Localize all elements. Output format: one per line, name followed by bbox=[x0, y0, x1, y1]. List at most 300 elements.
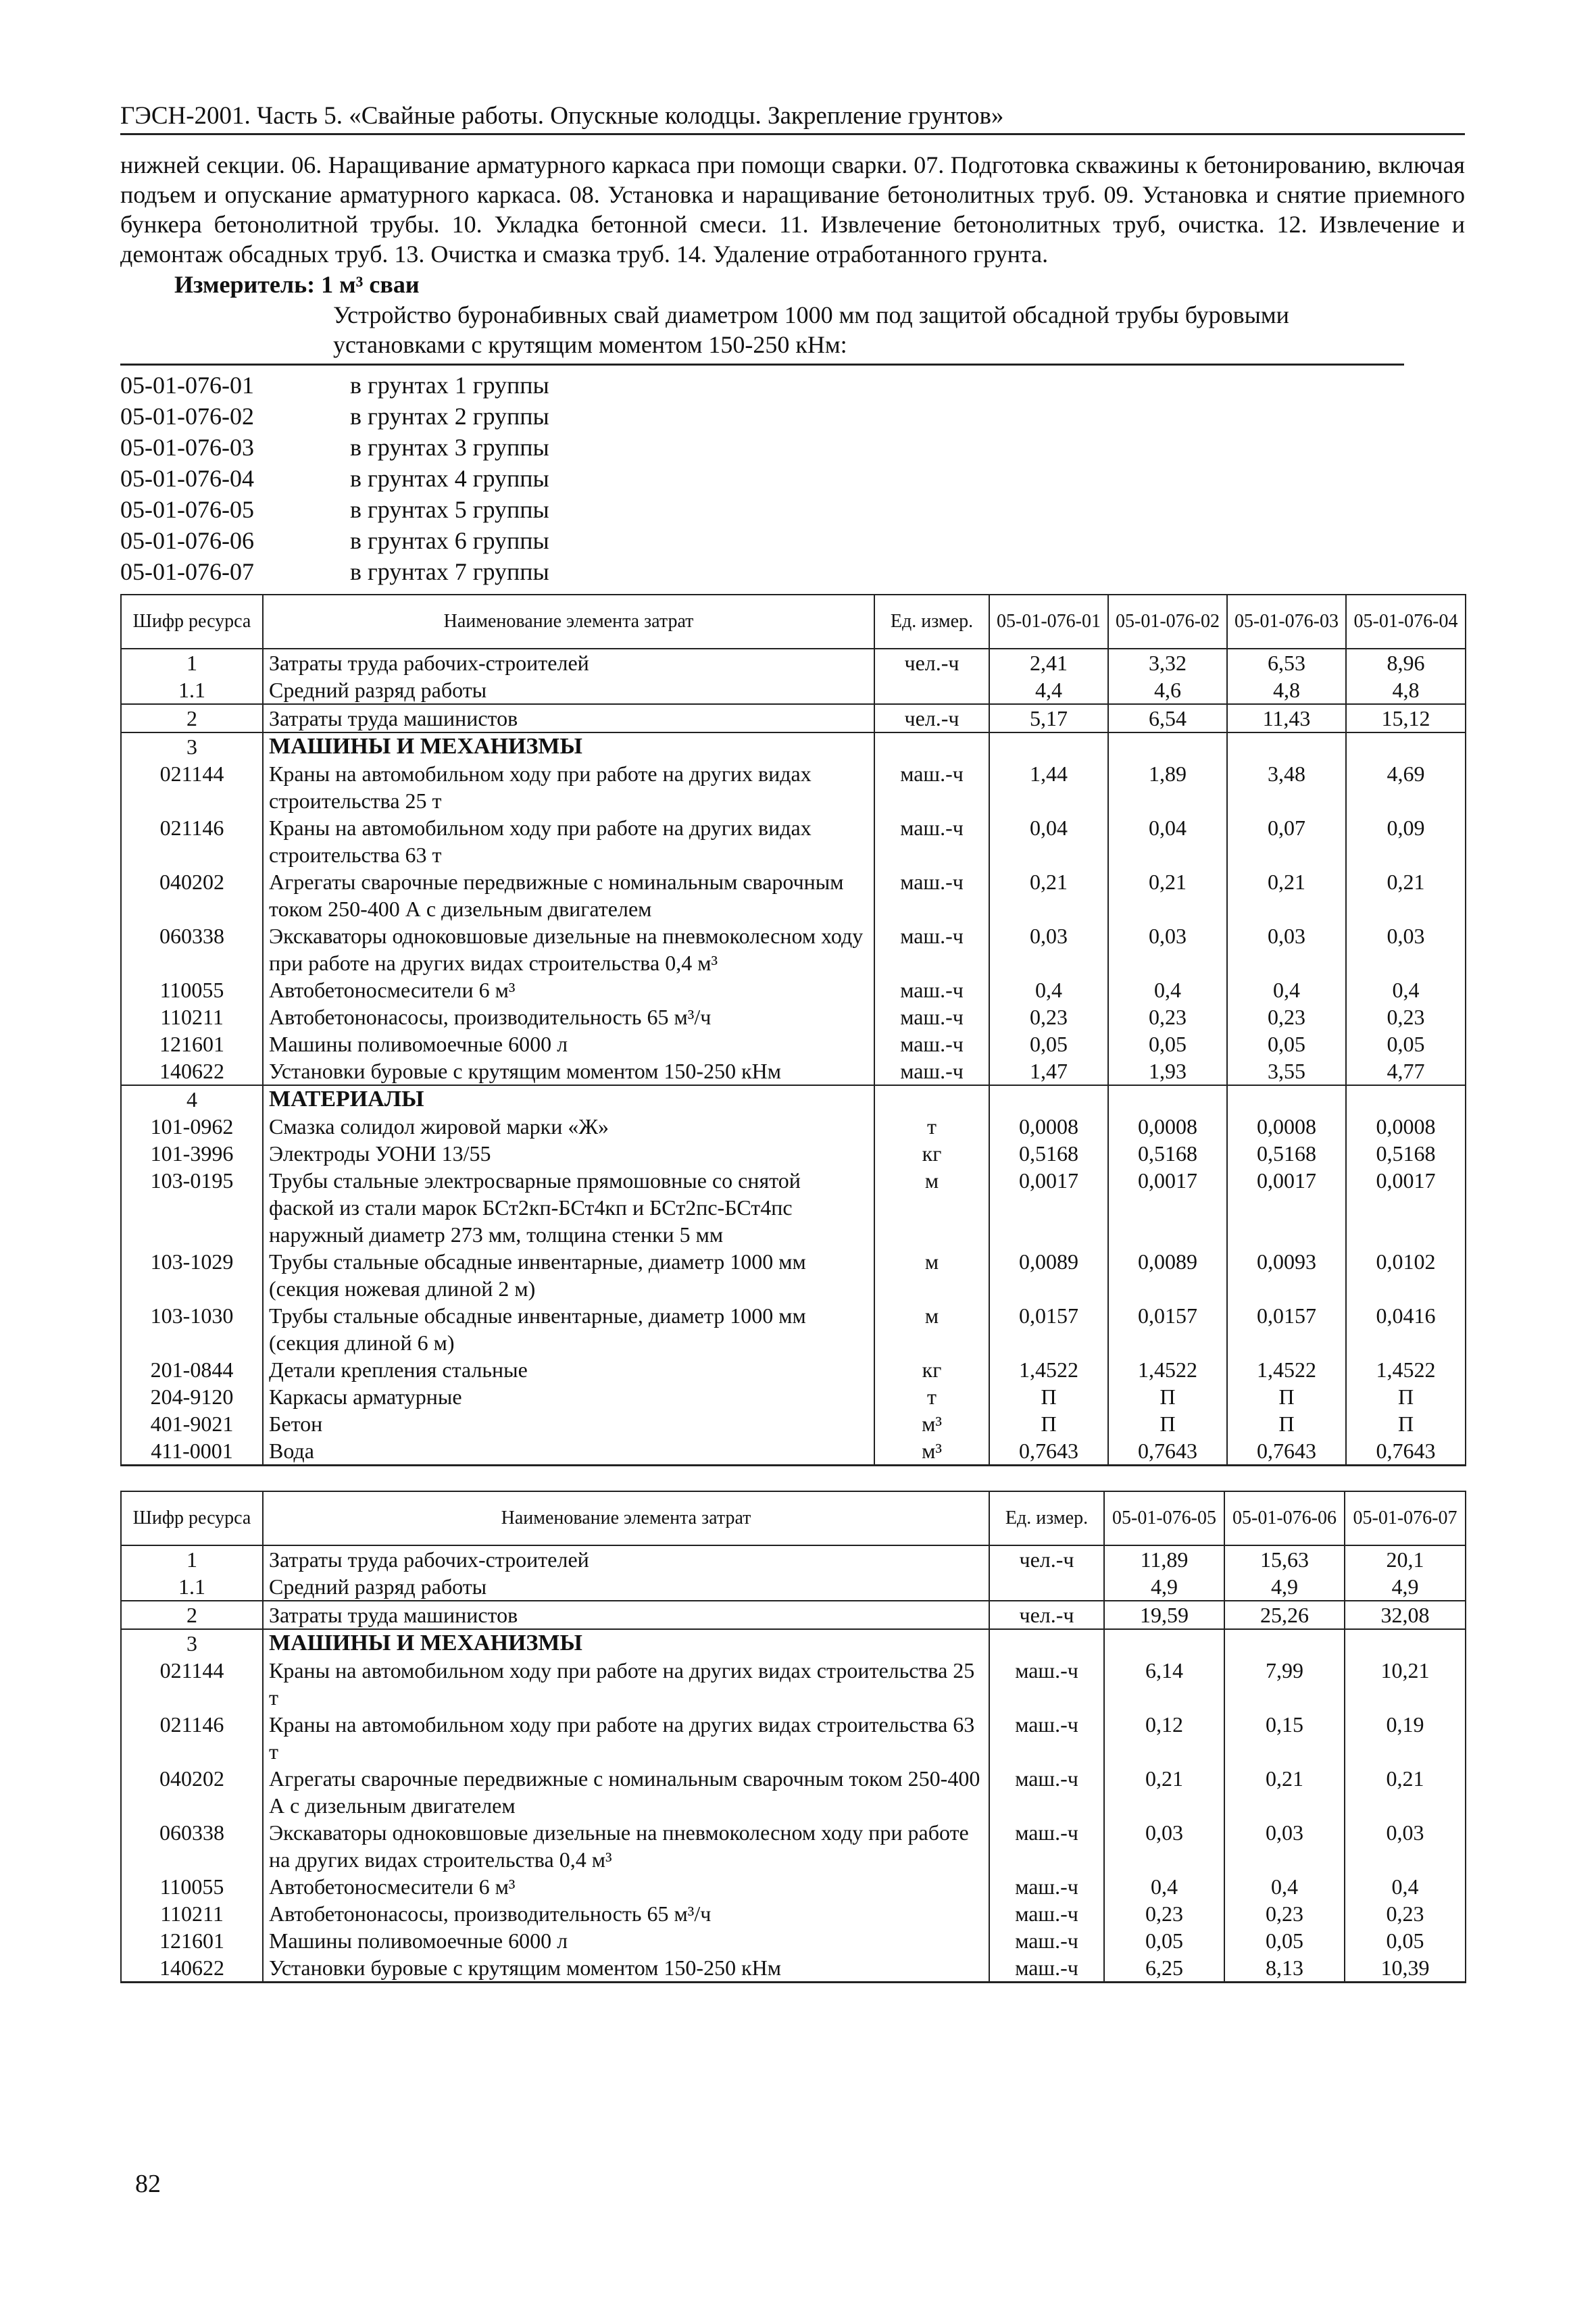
norm-code-label: в грунтах 1 группы bbox=[350, 372, 549, 399]
norm-value bbox=[1224, 1629, 1345, 1657]
norm-value: 11,89 bbox=[1104, 1545, 1224, 1573]
table-row bbox=[121, 1383, 1466, 1410]
table-row bbox=[121, 1900, 1466, 1927]
intro-paragraph: нижней секции. 06. Наращивание арматурного каркаса при помощи сварки. 07. Подготовка скважины к бетонированию, включая подъем и опускание арматурного каркаса. 08. Установка и наращивание бетонолитных труб. 09. Установка и снятие приемного бункера бетонолитной трубы. 10. Укладка бетонной смеси. 11. Извлечение бетонолитных труб, очистка. 12. Извлечение и демонтаж обсадных труб. 13. Очистка и смазка труб. 14. Удаление отработанного грунта. bbox=[120, 151, 1465, 268]
section-row bbox=[121, 1629, 1466, 1657]
resource-code: 021146 bbox=[121, 814, 263, 868]
norm-code-row bbox=[120, 370, 1465, 401]
cost-element-name: Экскаваторы одноковшовые дизельные на пневмоколесном ходу при работе на других видах строительства 0,4 м³ bbox=[263, 1819, 989, 1873]
norm-value: П bbox=[1346, 1410, 1466, 1437]
unit-cell: маш.-ч bbox=[989, 1765, 1104, 1819]
norm-value: 1,93 bbox=[1108, 1057, 1227, 1085]
norm-code: 05-01-076-04 bbox=[120, 465, 254, 492]
header-norm-code: 05-01-076-02 bbox=[1108, 595, 1227, 649]
norm-value: 0,5168 bbox=[989, 1140, 1108, 1167]
norm-value: 0,0008 bbox=[989, 1113, 1108, 1140]
page-number: 82 bbox=[135, 2170, 161, 2198]
norm-value: 8,96 bbox=[1346, 649, 1466, 676]
norm-value: 6,54 bbox=[1108, 704, 1227, 732]
norm-value bbox=[989, 1085, 1108, 1113]
norm-value: 0,0008 bbox=[1108, 1113, 1227, 1140]
cost-element-name: Затраты труда машинистов bbox=[263, 1601, 989, 1629]
resource-code: 140622 bbox=[121, 1057, 263, 1085]
norm-value: 0,03 bbox=[1108, 922, 1227, 976]
unit-cell: кг bbox=[874, 1356, 989, 1383]
resource-code: 110055 bbox=[121, 976, 263, 1003]
cost-element-name: Трубы стальные электросварные прямошовные со снятой фаской из стали марок БСт2кп-БСт4кп и БСт2пс-БСт4пс наружный диаметр 273 мм, толщина стенки 5 мм bbox=[263, 1167, 874, 1248]
norm-value: 4,8 bbox=[1227, 676, 1346, 704]
cost-element-name: Автобетононасосы, производительность 65 м³/ч bbox=[263, 1003, 874, 1030]
norm-value: 1,4522 bbox=[1108, 1356, 1227, 1383]
norm-code: 05-01-076-01 bbox=[120, 372, 254, 399]
resource-table-2 bbox=[120, 1491, 1466, 1983]
norm-value: 0,0416 bbox=[1346, 1302, 1466, 1356]
norm-value: 0,05 bbox=[1104, 1927, 1224, 1954]
unit-cell: маш.-ч bbox=[989, 1927, 1104, 1954]
norm-value: 0,09 bbox=[1346, 814, 1466, 868]
norm-value: 1,4522 bbox=[989, 1356, 1108, 1383]
resource-code: 401-9021 bbox=[121, 1410, 263, 1437]
norm-value: 0,03 bbox=[1224, 1819, 1345, 1873]
cost-element-name: Машины поливомоечные 6000 л bbox=[263, 1030, 874, 1057]
norm-value: 0,0089 bbox=[1108, 1248, 1227, 1302]
norm-value: 0,19 bbox=[1345, 1711, 1466, 1765]
cost-element-name: Трубы стальные обсадные инвентарные, диаметр 1000 мм (секция длиной 6 м) bbox=[263, 1302, 874, 1356]
cost-element-name: Установки буровые с крутящим моментом 150-250 кНм bbox=[263, 1954, 989, 1983]
norm-value: 1,44 bbox=[989, 760, 1108, 814]
resource-code: 121601 bbox=[121, 1030, 263, 1057]
resource-code: 201-0844 bbox=[121, 1356, 263, 1383]
unit-cell: маш.-ч bbox=[874, 922, 989, 976]
norm-value: 6,53 bbox=[1227, 649, 1346, 676]
norm-description: Устройство буронабивных свай диаметром 1000 мм под защитой обсадной трубы буровыми установками с крутящим моментом 150-250 кНм: bbox=[120, 300, 1404, 366]
header-unit: Ед. измер. bbox=[989, 1491, 1104, 1545]
table-row bbox=[121, 704, 1466, 732]
norm-value: 0,4 bbox=[1345, 1873, 1466, 1900]
norm-value: 3,48 bbox=[1227, 760, 1346, 814]
table-row bbox=[121, 1003, 1466, 1030]
norm-code: 05-01-076-02 bbox=[120, 403, 254, 430]
header-resource-code: Шифр ресурса bbox=[121, 1491, 263, 1545]
norm-value: 0,03 bbox=[989, 922, 1108, 976]
norm-code-row bbox=[120, 463, 1465, 494]
norm-value: 4,6 bbox=[1108, 676, 1227, 704]
header-resource-code: Шифр ресурса bbox=[121, 595, 263, 649]
section-row bbox=[121, 732, 1466, 760]
unit-cell: маш.-ч bbox=[989, 1819, 1104, 1873]
resource-code: 204-9120 bbox=[121, 1383, 263, 1410]
resource-code: 3 bbox=[121, 1629, 263, 1657]
unit-cell: чел.-ч bbox=[874, 649, 989, 676]
norm-code-label: в грунтах 6 группы bbox=[350, 527, 549, 554]
unit-cell: маш.-ч bbox=[989, 1873, 1104, 1900]
table-row bbox=[121, 1437, 1466, 1466]
norm-value: 0,0157 bbox=[1227, 1302, 1346, 1356]
norm-value: 0,5168 bbox=[1346, 1140, 1466, 1167]
norm-value: 0,05 bbox=[989, 1030, 1108, 1057]
header-norm-code: 05-01-076-01 bbox=[989, 595, 1108, 649]
norm-code-row bbox=[120, 494, 1465, 525]
norm-code-row bbox=[120, 432, 1465, 463]
resource-code: 021146 bbox=[121, 1711, 263, 1765]
cost-element-name: Детали крепления стальные bbox=[263, 1356, 874, 1383]
norm-value: 0,21 bbox=[1108, 868, 1227, 922]
norm-value: 0,7643 bbox=[989, 1437, 1108, 1466]
cost-element-name: Агрегаты сварочные передвижные с номинальным сварочным током 250-400 А с дизельным двигателем bbox=[263, 868, 874, 922]
norm-value: 0,4 bbox=[1224, 1873, 1345, 1900]
table-row bbox=[121, 1657, 1466, 1711]
norm-value: 15,63 bbox=[1224, 1545, 1345, 1573]
table-row bbox=[121, 1819, 1466, 1873]
unit-cell: маш.-ч bbox=[874, 1003, 989, 1030]
resource-code: 021144 bbox=[121, 1657, 263, 1711]
norm-value: П bbox=[989, 1410, 1108, 1437]
norm-value: П bbox=[989, 1383, 1108, 1410]
norm-value: 8,13 bbox=[1224, 1954, 1345, 1983]
unit-cell: кг bbox=[874, 1140, 989, 1167]
unit-cell: чел.-ч bbox=[989, 1601, 1104, 1629]
norm-value: 0,7643 bbox=[1227, 1437, 1346, 1466]
norm-value bbox=[1108, 732, 1227, 760]
norm-value: 0,23 bbox=[1104, 1900, 1224, 1927]
norm-value: 0,0008 bbox=[1346, 1113, 1466, 1140]
norm-value: 0,21 bbox=[1345, 1765, 1466, 1819]
norm-value: 0,03 bbox=[1345, 1819, 1466, 1873]
norm-code: 05-01-076-05 bbox=[120, 496, 254, 523]
norm-value: 1,89 bbox=[1108, 760, 1227, 814]
header-norm-code: 05-01-076-03 bbox=[1227, 595, 1346, 649]
norm-value: 0,03 bbox=[1346, 922, 1466, 976]
norm-value: П bbox=[1227, 1410, 1346, 1437]
measure-unit: Измеритель: 1 м³ сваи bbox=[174, 271, 420, 298]
resource-code: 103-0195 bbox=[121, 1167, 263, 1248]
resource-code: 110211 bbox=[121, 1900, 263, 1927]
unit-cell: м³ bbox=[874, 1437, 989, 1466]
norm-value: 0,0157 bbox=[989, 1302, 1108, 1356]
norm-value: 4,9 bbox=[1104, 1573, 1224, 1601]
norm-value: 0,04 bbox=[1108, 814, 1227, 868]
cost-element-name: Агрегаты сварочные передвижные с номинальным сварочным током 250-400 А с дизельным двигателем bbox=[263, 1765, 989, 1819]
norm-code-label: в грунтах 3 группы bbox=[350, 434, 549, 461]
header-norm-code: 05-01-076-07 bbox=[1345, 1491, 1466, 1545]
norm-value: 0,0102 bbox=[1346, 1248, 1466, 1302]
norm-value: 10,39 bbox=[1345, 1954, 1466, 1983]
norm-value: 0,21 bbox=[1224, 1765, 1345, 1819]
norm-value: 11,43 bbox=[1227, 704, 1346, 732]
norm-value: 0,05 bbox=[1108, 1030, 1227, 1057]
table-row bbox=[121, 1302, 1466, 1356]
norm-value: 4,77 bbox=[1346, 1057, 1466, 1085]
norm-value: 0,0089 bbox=[989, 1248, 1108, 1302]
norm-value: 4,8 bbox=[1346, 676, 1466, 704]
norm-value: 10,21 bbox=[1345, 1657, 1466, 1711]
norm-value: 0,4 bbox=[1104, 1873, 1224, 1900]
header-cost-element: Наименование элемента затрат bbox=[263, 1491, 989, 1545]
norm-value: 0,05 bbox=[1227, 1030, 1346, 1057]
unit-cell bbox=[989, 1629, 1104, 1657]
resource-code: 2 bbox=[121, 1601, 263, 1629]
norm-value: 0,0157 bbox=[1108, 1302, 1227, 1356]
unit-cell bbox=[989, 1573, 1104, 1601]
norm-value: 0,03 bbox=[1227, 922, 1346, 976]
table-row bbox=[121, 814, 1466, 868]
norm-value: 0,15 bbox=[1224, 1711, 1345, 1765]
norm-value: 0,07 bbox=[1227, 814, 1346, 868]
norm-value: 0,4 bbox=[1108, 976, 1227, 1003]
resource-code: 103-1030 bbox=[121, 1302, 263, 1356]
norm-code-row bbox=[120, 401, 1465, 432]
cost-element-name: Затраты труда рабочих-строителей bbox=[263, 649, 874, 676]
section-title: МАШИНЫ И МЕХАНИЗМЫ bbox=[263, 1629, 989, 1657]
cost-element-name: Трубы стальные обсадные инвентарные, диаметр 1000 мм (секция ножевая длиной 2 м) bbox=[263, 1248, 874, 1302]
norm-code-label: в грунтах 7 группы bbox=[350, 558, 549, 585]
norm-value: 0,23 bbox=[1346, 1003, 1466, 1030]
table-row bbox=[121, 1113, 1466, 1140]
unit-cell bbox=[874, 676, 989, 704]
unit-cell: маш.-ч bbox=[874, 1030, 989, 1057]
norm-value bbox=[1227, 732, 1346, 760]
norm-value: 0,5168 bbox=[1108, 1140, 1227, 1167]
norm-value: 0,5168 bbox=[1227, 1140, 1346, 1167]
unit-cell: маш.-ч bbox=[874, 814, 989, 868]
cost-element-name: Смазка солидол жировой марки «Ж» bbox=[263, 1113, 874, 1140]
resource-code: 411-0001 bbox=[121, 1437, 263, 1466]
norm-value: 0,23 bbox=[1224, 1900, 1345, 1927]
resource-code: 1 bbox=[121, 649, 263, 676]
norm-value bbox=[1227, 1085, 1346, 1113]
norm-value bbox=[989, 732, 1108, 760]
table-row bbox=[121, 1601, 1466, 1629]
table-row bbox=[121, 868, 1466, 922]
unit-cell: м bbox=[874, 1302, 989, 1356]
unit-cell: маш.-ч bbox=[989, 1954, 1104, 1983]
cost-element-name: Средний разряд работы bbox=[263, 676, 874, 704]
cost-element-name: Машины поливомоечные 6000 л bbox=[263, 1927, 989, 1954]
header-norm-code: 05-01-076-06 bbox=[1224, 1491, 1345, 1545]
resource-code: 4 bbox=[121, 1085, 263, 1113]
table-row bbox=[121, 1873, 1466, 1900]
resource-code: 060338 bbox=[121, 922, 263, 976]
norm-code-label: в грунтах 2 группы bbox=[350, 403, 549, 430]
norm-code-label: в грунтах 5 группы bbox=[350, 496, 549, 523]
table-row bbox=[121, 760, 1466, 814]
cost-element-name: Краны на автомобильном ходу при работе на других видах строительства 63 т bbox=[263, 1711, 989, 1765]
norm-code-label: в грунтах 4 группы bbox=[350, 465, 549, 492]
norm-value: 6,14 bbox=[1104, 1657, 1224, 1711]
norm-value: 0,21 bbox=[1104, 1765, 1224, 1819]
unit-cell bbox=[874, 732, 989, 760]
resource-code: 110055 bbox=[121, 1873, 263, 1900]
resource-code: 101-3996 bbox=[121, 1140, 263, 1167]
norm-value: 0,0093 bbox=[1227, 1248, 1346, 1302]
norm-value: 0,04 bbox=[989, 814, 1108, 868]
norm-value: 0,4 bbox=[989, 976, 1108, 1003]
norm-value: 4,9 bbox=[1345, 1573, 1466, 1601]
unit-cell: м bbox=[874, 1167, 989, 1248]
resource-code: 040202 bbox=[121, 868, 263, 922]
norm-value: 19,59 bbox=[1104, 1601, 1224, 1629]
table-row bbox=[121, 1167, 1466, 1248]
norm-value: 32,08 bbox=[1345, 1601, 1466, 1629]
resource-code: 140622 bbox=[121, 1954, 263, 1983]
unit-cell: маш.-ч bbox=[989, 1900, 1104, 1927]
table-row bbox=[121, 1410, 1466, 1437]
norm-value: 3,32 bbox=[1108, 649, 1227, 676]
document-page bbox=[120, 101, 1465, 1983]
norm-code: 05-01-076-06 bbox=[120, 527, 254, 554]
norm-value: П bbox=[1108, 1410, 1227, 1437]
table-header-row bbox=[121, 595, 1466, 649]
section-title: МАШИНЫ И МЕХАНИЗМЫ bbox=[263, 732, 874, 760]
cost-element-name: Краны на автомобильном ходу при работе на других видах строительства 25 т bbox=[263, 760, 874, 814]
norm-value: 4,4 bbox=[989, 676, 1108, 704]
norm-value: 0,23 bbox=[1345, 1900, 1466, 1927]
norm-value: П bbox=[1346, 1383, 1466, 1410]
unit-cell: маш.-ч bbox=[874, 760, 989, 814]
norm-value: 3,55 bbox=[1227, 1057, 1346, 1085]
cost-element-name: Вода bbox=[263, 1437, 874, 1466]
norm-value: 1,4522 bbox=[1227, 1356, 1346, 1383]
norm-value: 0,05 bbox=[1224, 1927, 1345, 1954]
norm-value: 0,0017 bbox=[989, 1167, 1108, 1248]
norm-value: 0,0017 bbox=[1227, 1167, 1346, 1248]
norm-value: 5,17 bbox=[989, 704, 1108, 732]
table-row bbox=[121, 1248, 1466, 1302]
resource-code: 103-1029 bbox=[121, 1248, 263, 1302]
table-header-row bbox=[121, 1491, 1466, 1545]
norm-value bbox=[1346, 732, 1466, 760]
header-norm-code: 05-01-076-04 bbox=[1346, 595, 1466, 649]
unit-cell: чел.-ч bbox=[989, 1545, 1104, 1573]
norm-value: 4,9 bbox=[1224, 1573, 1345, 1601]
norm-value: П bbox=[1227, 1383, 1346, 1410]
cost-element-name: Бетон bbox=[263, 1410, 874, 1437]
cost-element-name: Автобетоносмесители 6 м³ bbox=[263, 976, 874, 1003]
unit-cell: т bbox=[874, 1383, 989, 1410]
table-row bbox=[121, 976, 1466, 1003]
unit-cell: м bbox=[874, 1248, 989, 1302]
table-row bbox=[121, 649, 1466, 676]
resource-code: 110211 bbox=[121, 1003, 263, 1030]
norm-value: 0,21 bbox=[989, 868, 1108, 922]
norm-value: 6,25 bbox=[1104, 1954, 1224, 1983]
norm-value: 0,21 bbox=[1346, 868, 1466, 922]
table-row bbox=[121, 1057, 1466, 1085]
cost-element-name: Краны на автомобильном ходу при работе на других видах строительства 63 т bbox=[263, 814, 874, 868]
cost-element-name: Электроды УОНИ 13/55 bbox=[263, 1140, 874, 1167]
resource-code: 1.1 bbox=[121, 676, 263, 704]
norm-value: 0,05 bbox=[1346, 1030, 1466, 1057]
table-row bbox=[121, 1765, 1466, 1819]
table-row bbox=[121, 1545, 1466, 1573]
header-cost-element: Наименование элемента затрат bbox=[263, 595, 874, 649]
norm-value: 0,0017 bbox=[1108, 1167, 1227, 1248]
cost-element-name: Автобетоносмесители 6 м³ bbox=[263, 1873, 989, 1900]
unit-cell: чел.-ч bbox=[874, 704, 989, 732]
resource-code: 060338 bbox=[121, 1819, 263, 1873]
resource-code: 2 bbox=[121, 704, 263, 732]
norm-code: 05-01-076-07 bbox=[120, 558, 254, 585]
running-head: ГЭСН-2001. Часть 5. «Свайные работы. Опускные колодцы. Закрепление грунтов» bbox=[120, 101, 1465, 135]
norm-value: 7,99 bbox=[1224, 1657, 1345, 1711]
cost-element-name: Краны на автомобильном ходу при работе на других видах строительства 25 т bbox=[263, 1657, 989, 1711]
resource-code: 040202 bbox=[121, 1765, 263, 1819]
norm-value: П bbox=[1108, 1383, 1227, 1410]
cost-element-name: Каркасы арматурные bbox=[263, 1383, 874, 1410]
norm-value: 20,1 bbox=[1345, 1545, 1466, 1573]
norm-value: 4,69 bbox=[1346, 760, 1466, 814]
unit-cell: маш.-ч bbox=[989, 1657, 1104, 1711]
table-row bbox=[121, 922, 1466, 976]
norm-value: 0,4 bbox=[1227, 976, 1346, 1003]
cost-element-name: Затраты труда рабочих-строителей bbox=[263, 1545, 989, 1573]
resource-code: 101-0962 bbox=[121, 1113, 263, 1140]
cost-element-name: Экскаваторы одноковшовые дизельные на пневмоколесном ходу при работе на других видах строительства 0,4 м³ bbox=[263, 922, 874, 976]
norm-value: 25,26 bbox=[1224, 1601, 1345, 1629]
norm-value: 0,7643 bbox=[1346, 1437, 1466, 1466]
norm-value: 0,05 bbox=[1345, 1927, 1466, 1954]
norm-value: 0,7643 bbox=[1108, 1437, 1227, 1466]
norm-code-row bbox=[120, 525, 1465, 556]
norm-value: 1,47 bbox=[989, 1057, 1108, 1085]
unit-cell: т bbox=[874, 1113, 989, 1140]
table-row bbox=[121, 676, 1466, 704]
table-row bbox=[121, 1954, 1466, 1983]
norm-value bbox=[1346, 1085, 1466, 1113]
norm-value bbox=[1108, 1085, 1227, 1113]
resource-code: 1 bbox=[121, 1545, 263, 1573]
unit-cell: маш.-ч bbox=[874, 1057, 989, 1085]
norm-value: 0,23 bbox=[1227, 1003, 1346, 1030]
resource-table-1 bbox=[120, 594, 1466, 1466]
table-row bbox=[121, 1927, 1466, 1954]
norm-value: 0,23 bbox=[989, 1003, 1108, 1030]
table-row bbox=[121, 1711, 1466, 1765]
table-row bbox=[121, 1030, 1466, 1057]
unit-cell: маш.-ч bbox=[989, 1711, 1104, 1765]
norm-value: 0,03 bbox=[1104, 1819, 1224, 1873]
cost-element-name: Средний разряд работы bbox=[263, 1573, 989, 1601]
norm-code-row bbox=[120, 556, 1465, 587]
unit-cell: м³ bbox=[874, 1410, 989, 1437]
norm-value: 0,0017 bbox=[1346, 1167, 1466, 1248]
section-title: МАТЕРИАЛЫ bbox=[263, 1085, 874, 1113]
resource-code: 021144 bbox=[121, 760, 263, 814]
norm-value: 0,4 bbox=[1346, 976, 1466, 1003]
norm-value: 0,21 bbox=[1227, 868, 1346, 922]
section-row bbox=[121, 1085, 1466, 1113]
norm-value: 1,4522 bbox=[1346, 1356, 1466, 1383]
cost-element-name: Установки буровые с крутящим моментом 150-250 кНм bbox=[263, 1057, 874, 1085]
norm-value: 0,0008 bbox=[1227, 1113, 1346, 1140]
norm-value bbox=[1345, 1629, 1466, 1657]
table-row bbox=[121, 1573, 1466, 1601]
norm-value: 2,41 bbox=[989, 649, 1108, 676]
norm-code-list bbox=[120, 370, 1465, 587]
unit-cell bbox=[874, 1085, 989, 1113]
norm-value bbox=[1104, 1629, 1224, 1657]
norm-code: 05-01-076-03 bbox=[120, 434, 254, 461]
table-row bbox=[121, 1140, 1466, 1167]
norm-value: 0,23 bbox=[1108, 1003, 1227, 1030]
norm-value: 0,12 bbox=[1104, 1711, 1224, 1765]
table-row bbox=[121, 1356, 1466, 1383]
resource-code: 121601 bbox=[121, 1927, 263, 1954]
cost-element-name: Затраты труда машинистов bbox=[263, 704, 874, 732]
header-unit: Ед. измер. bbox=[874, 595, 989, 649]
cost-element-name: Автобетононасосы, производительность 65 м³/ч bbox=[263, 1900, 989, 1927]
resource-code: 3 bbox=[121, 732, 263, 760]
